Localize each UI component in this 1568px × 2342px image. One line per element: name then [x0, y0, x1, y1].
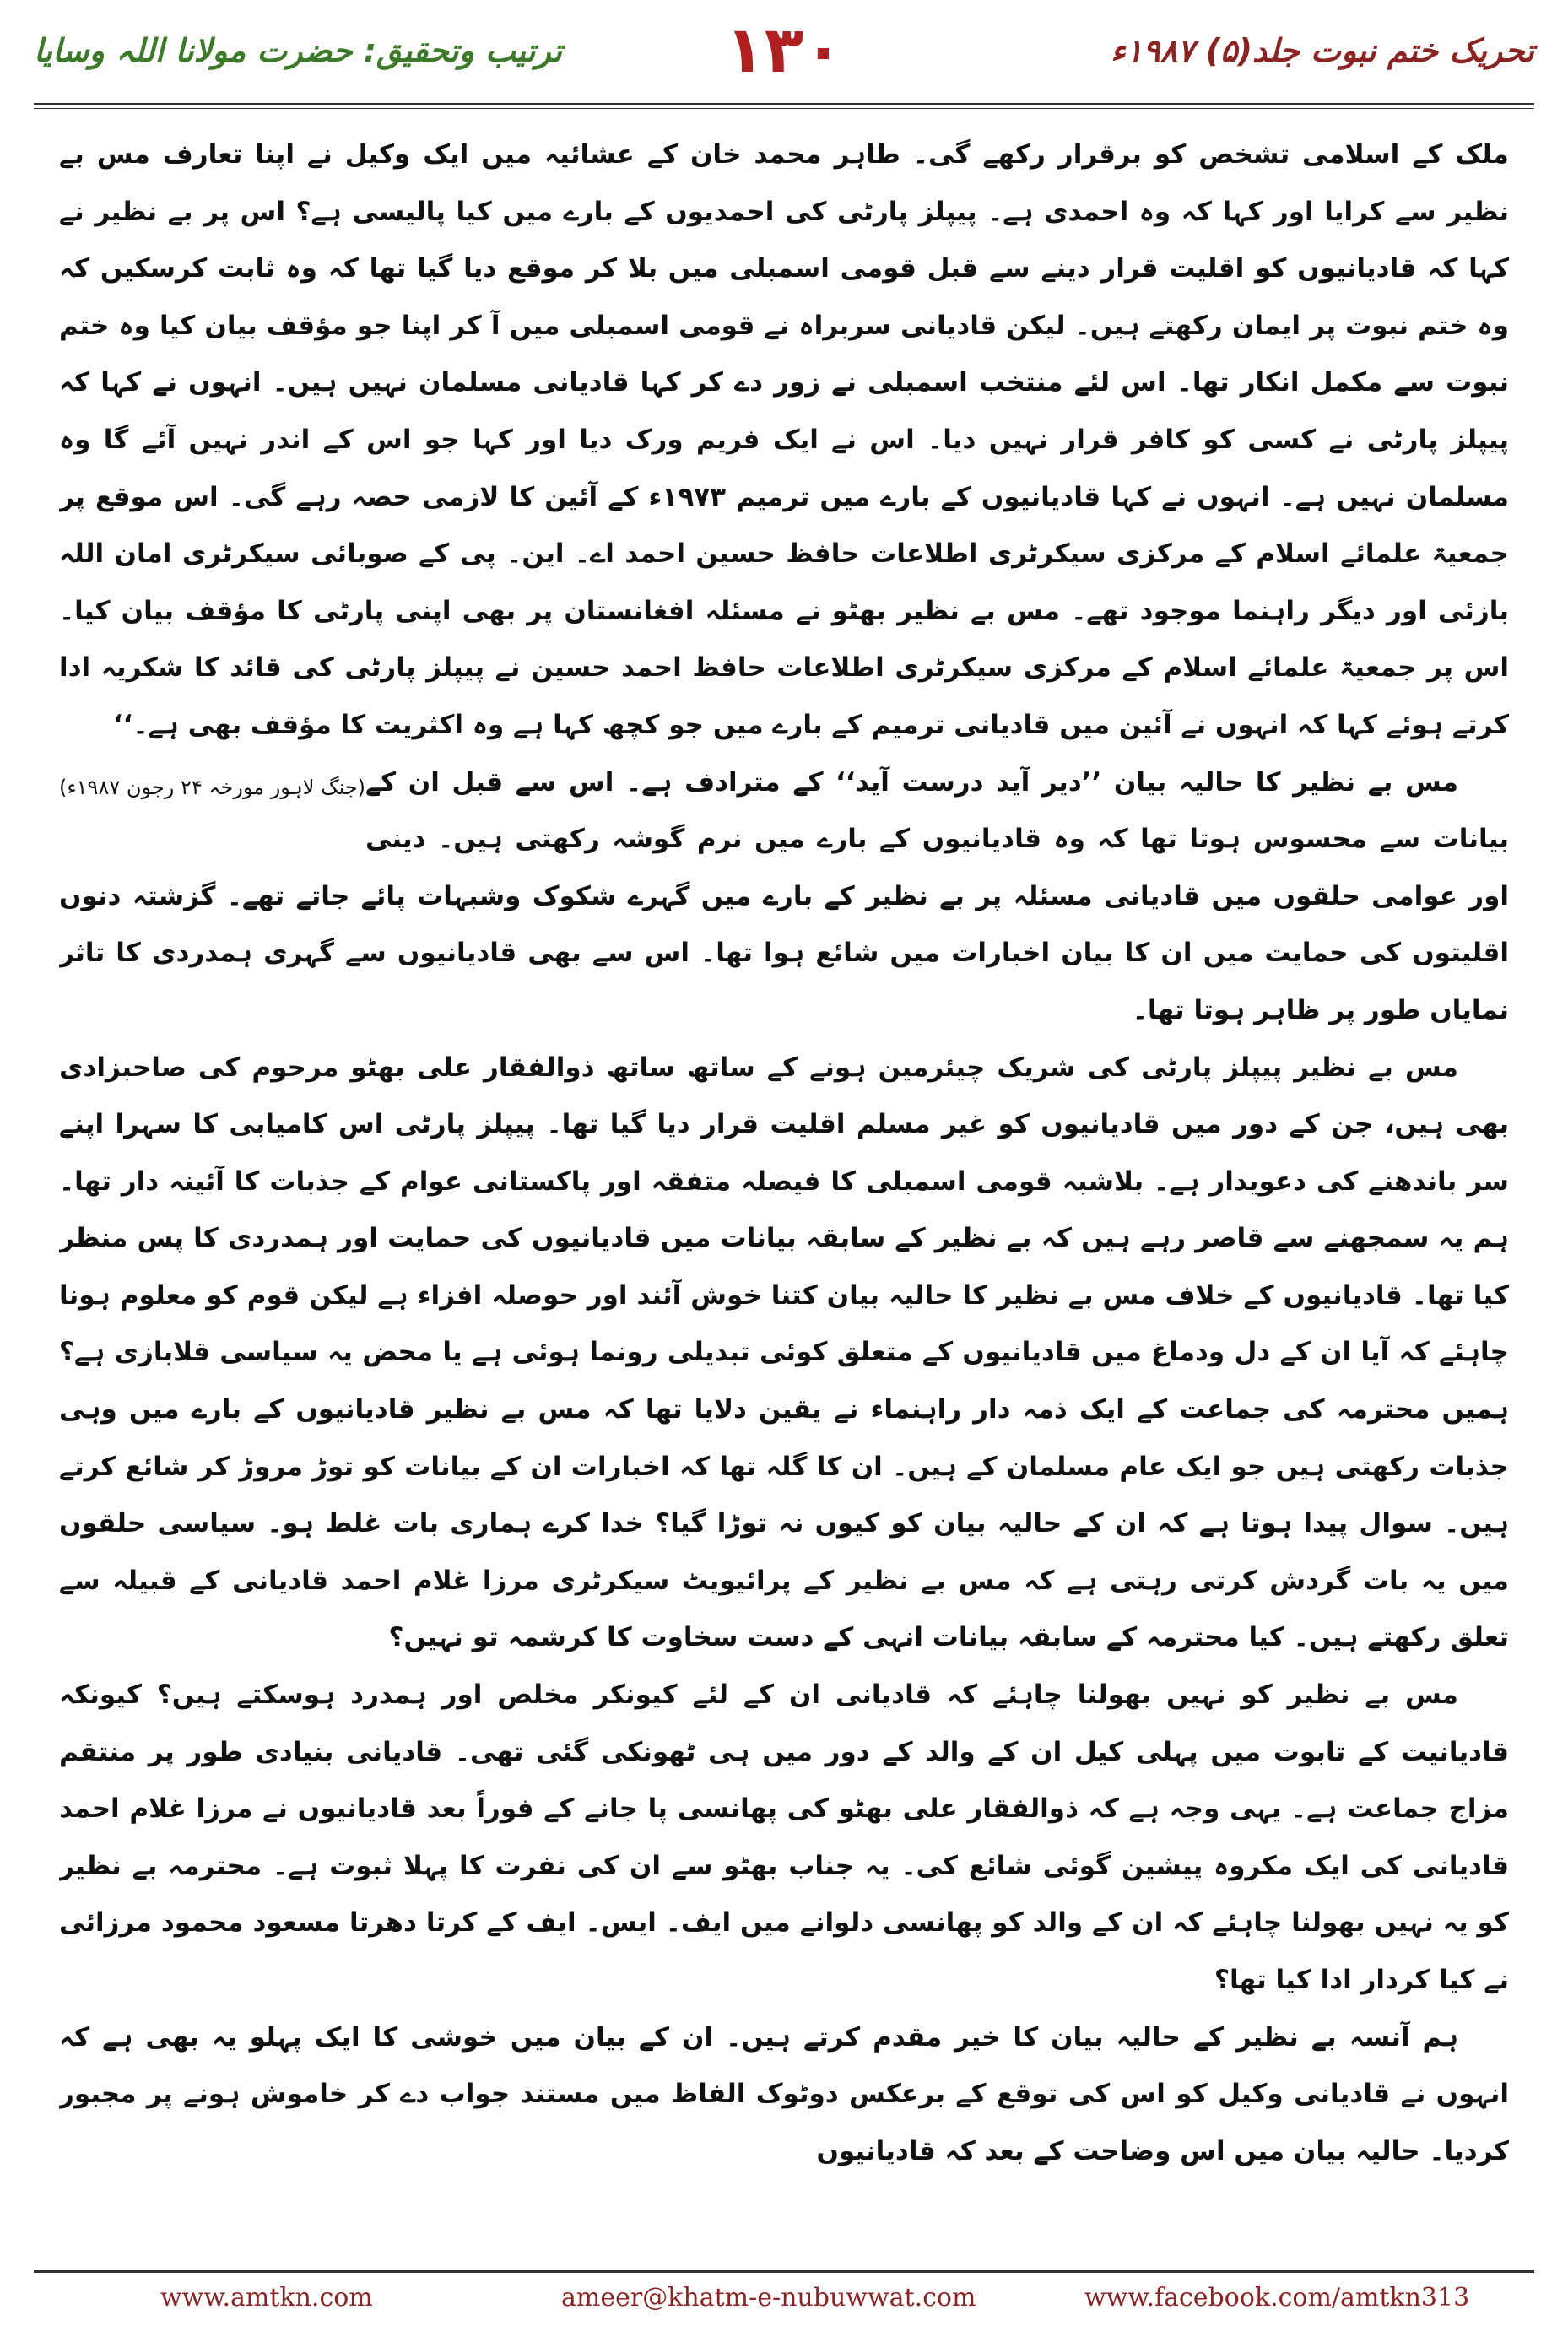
compiler-credit: ترتیب وتحقیق: حضرت مولانا اللہ وسایا: [34, 32, 562, 69]
paragraph-4: مس بے نظیر کو نہیں بھولنا چاہئے کہ قادیانی ان کے لئے کیونکر مخلص اور ہمدرد ہوسکتے ہیں؟ کیونکہ قادیانیت کے تابوت میں پہلی کیل ان کے والد کے دور میں ہی ٹھونکی گئی تھی۔ قادیانی بنیادی طور پر منتقم مزاج جماعت ہے۔ یہی وجہ ہے کہ ذوالفقار علی بھٹو کی پھانسی پا جانے کے فوراً بعد قادیانیوں نے مرزا غلام احمد قادیانی کی ایک مکروہ پیشین گوئی شائع کی۔ یہ جناب بھٹو سے ان کی نفرت کا پہلا ثبوت ہے۔ محترمہ بے نظیر کو یہ نہیں بھولنا چاہئے کہ ان کے والد کو پھانسی دلوانے میں ایف۔ ایس۔ ایف کے کرتا دھرتا مسعود محمود مرزائی نے کیا کردار ادا کیا تھا؟: [59, 1679, 1509, 1995]
email-link[interactable]: ameer@khatm-e-nubuwwat.com: [561, 2283, 976, 2312]
paragraph-5: ہم آنسہ بے نظیر کے حالیہ بیان کا خیر مقدم کرتے ہیں۔ ان کے بیان میں خوشی کا ایک پہلو یہ بھی ہے کہ انہوں نے قادیانی وکیل کو اس کی توقع کے برعکس دوٹوک الفاظ میں مستند جواب دے کر خاموش ہونے پر مجبور کردیا۔ حالیہ بیان میں اس وضاحت کے بعد کہ قادیانیوں: [59, 2021, 1509, 2166]
page-number: ۱۳۰: [725, 12, 843, 87]
page-header: [34, 12, 1534, 108]
page-footer: [34, 2270, 1534, 2323]
paragraph-2: مس بے نظیر کا حالیہ بیان ’’دیر آید درست آید‘‘ کے مترادف ہے۔ اس سے قبل ان کے بیانات سے محسوس ہوتا تھا کہ وہ قادیانیوں کے بارے میں نرم گوشہ رکھتی ہیں۔ دینی اور عوامی حلقوں میں قادیانی مسئلہ پر بے نظیر کے بارے میں گہرے شکوک وشبہات پائے جاتے تھے۔ گزشتہ دنوں اقلیتوں کی حمایت میں ان کا بیان اخبارات میں شائع ہوا تھا۔ اس سے بھی قادیانیوں سے گہری ہمدردی کا تاثر نمایاں طور پر ظاہر ہوتا تھا۔: [59, 766, 1509, 1025]
header-divider: [34, 103, 1534, 105]
facebook-link[interactable]: www.facebook.com/amtkn313: [1084, 2283, 1470, 2312]
paragraph-3: مس بے نظیر پیپلز پارٹی کی شریک چیئرمین ہونے کے ساتھ ساتھ ذوالفقار علی بھٹو مرحوم کی صاحبزادی بھی ہیں، جن کے دور میں قادیانیوں کو غیر مسلم اقلیت قرار دیا گیا تھا۔ پیپلز پارٹی اس کامیابی کا سہرا اپنے سر باندھنے کی دعویدار ہے۔ بلاشبہ قومی اسمبلی کا فیصلہ متفقہ اور پاکستانی عوام کے جذبات کا آئینہ دار تھا۔ ہم یہ سمجھنے سے قاصر رہے ہیں کہ بے نظیر کے سابقہ بیانات میں قادیانیوں کی حمایت اور ہمدردی کا پس منظر کیا تھا۔ قادیانیوں کے خلاف مس بے نظیر کا حالیہ بیان کتنا خوش آئند اور حوصلہ افزاء ہے لیکن قوم کو معلوم ہونا چاہئے کہ آیا ان کے دل ودماغ میں قادیانیوں کے متعلق کوئی تبدیلی رونما ہوئی ہے یا محض یہ سیاسی قلابازی ہے؟ ہمیں محترمہ کی جماعت کے ایک ذمہ دار راہنماء نے یقین دلایا تھا کہ مس بے نظیر قادیانیوں کے بارے میں وہی جذبات رکھتی ہیں جو ایک عام مسلمان کے ہیں۔ ان کا گلہ تھا کہ اخبارات ان کے بیانات کو توڑ مروڑ کر شائع کرتے ہیں۔ سوال پیدا ہوتا ہے کہ ان کے حالیہ بیان کو کیوں نہ توڑا گیا؟ خدا کرے ہماری بات غلط ہو۔ سیاسی حلقوں میں یہ بات گردش کرتی رہتی ہے کہ مس بے نظیر کے پرائیویٹ سیکرٹری مرزا غلام احمد قادیانی کے قبیلہ سے تعلق رکھتے ہیں۔ کیا محترمہ کے سابقہ بیانات انہی کے دست سخاوت کا کرشمہ تو نہیں؟: [59, 1052, 1509, 1653]
body-text: [59, 127, 1509, 2228]
paragraph-1-text: ملک کے اسلامی تشخص کو برقرار رکھے گی۔ طاہر محمد خان کے عشائیہ میں ایک وکیل نے اپنا تعارف مس بے نظیر سے کرایا اور کہا کہ وہ احمدی ہے۔ پیپلز پارٹی کی احمدیوں کے بارے میں کیا پالیسی ہے؟ اس پر بے نظیر نے کہا کہ قادیانیوں کو اقلیت قرار دینے سے قبل قومی اسمبلی میں بلا کر موقع دیا گیا تھا کہ وہ ثابت کرسکیں کہ وہ ختم نبوت پر ایمان رکھتے ہیں۔ لیکن قادیانی سربراہ نے قومی اسمبلی میں آ کر اپنا جو مؤقف بیان کیا وہ ختم نبوت سے مکمل انکار تھا۔ اس لئے منتخب اسمبلی نے زور دے کر کہا قادیانی مسلمان نہیں ہیں۔ انہوں نے کہا کہ پیپلز پارٹی نے کسی کو کافر قرار نہیں دیا۔ اس نے ایک فریم ورک دیا اور کہا جو اس کے اندر نہیں آئے گا وہ مسلمان نہیں ہے۔ انہوں نے کہا قادیانیوں کے بارے میں ترمیم ۱۹۷۳ء کے آئین کا لازمی حصہ رہے گی۔ اس موقع پر جمعیۃ علمائے اسلام کے مرکزی سیکرٹری اطلاعات حافظ حسین احمد اے۔ این۔ پی کے صوبائی سیکرٹری امان اللہ بازئی اور دیگر راہنما موجود تھے۔ مس بے نظیر بھٹو نے مسئلہ افغانستان پر بھی اپنی پارٹی کا مؤقف بیان کیا۔ اس پر جمعیۃ علمائے اسلام کے مرکزی سیکرٹری اطلاعات حافظ احمد حسین نے پیپلز پارٹی کی قائد کا شکریہ ادا کرتے ہوئے کہا کہ انہوں نے آئین میں قادیانی ترمیم کے بارے میں جو کچھ کہا ہے وہ اکثریت کا مؤقف بھی ہے۔‘‘: [59, 139, 1509, 740]
paragraph-1: [59, 127, 1509, 799]
newspaper-citation: (جنگ لاہور مورخہ ۲۴ رجون ۱۹۸۷ء): [59, 775, 366, 799]
header-divider-thin: [34, 108, 1534, 109]
website-link[interactable]: www.amtkn.com: [160, 2283, 373, 2312]
book-title: تحریک ختم نبوت جلد(۵) ۱۹۸۷ء: [1111, 32, 1534, 69]
